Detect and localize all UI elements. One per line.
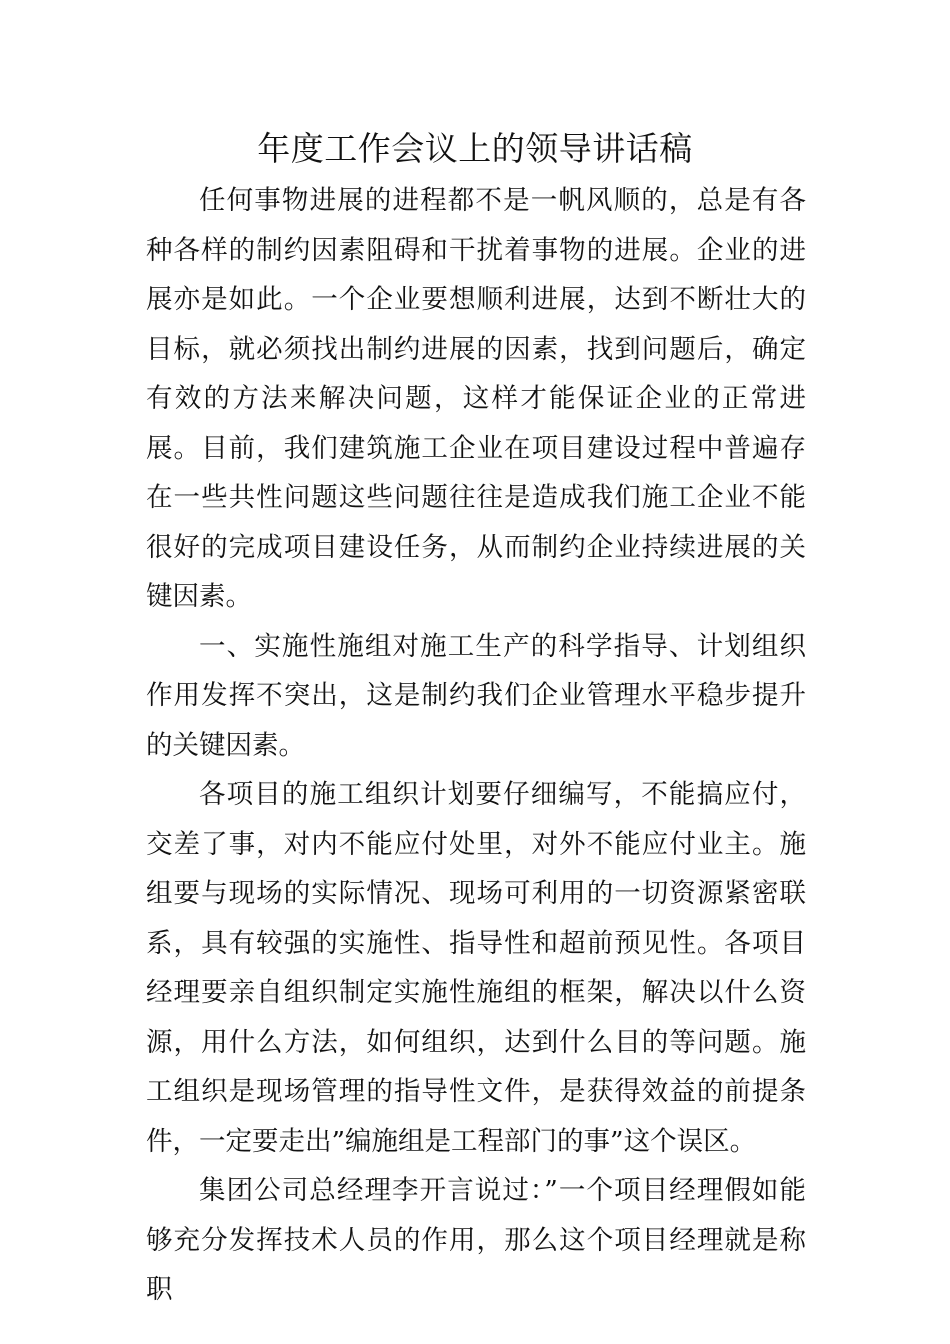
document-body — [146, 176, 806, 1315]
paragraph-section-one-heading: 一、实施性施组对施工生产的科学指导、计划组织作用发挥不突出，这是制约我们企业管理水平稳步提升的关键因素。 — [146, 630, 806, 761]
paragraph-quote: 集团公司总经理李开言说过：”一个项目经理假如能够充分发挥技术人员的作用，那么这个项目经理就是称职 — [146, 1175, 806, 1305]
paragraph-intro: 任何事物进展的进程都不是一帆风顺的，总是有各种各样的制约因素阻碍和干扰着事物的进展。企业的进展亦是如此。一个企业要想顺利进展，达到不断壮大的目标，就必须找出制约进展的因素，找到问题后，确定有效的方法来解决问题，这样才能保证企业的正常进展。目前，我们建筑施工企业在项目建设过程中普遍存在一些共性问题这些问题往往是造成我们施工企业不能很好的完成项目建设任务，从而制约企业持续进展的关键因素。 — [146, 185, 806, 612]
paragraph-construction-plan: 各项目的施工组织计划要仔细编写，不能搞应付，交差了事，对内不能应付处里，对外不能应付业主。施组要与现场的实际情况、现场可利用的一切资源紧密联系，具有较强的实施性、指导性和超前预见性。各项目经理要亲自组织制定实施性施组的框架，解决以什么资源，用什么方法，如何组织，达到什么目的等问题。施工组织是现场管理的指导性文件，是获得效益的前提条件，一定要走出”编施组是工程部门的事”这个误区。 — [146, 779, 806, 1157]
document-title: 年度工作会议上的领导讲话稿 — [257, 129, 693, 168]
